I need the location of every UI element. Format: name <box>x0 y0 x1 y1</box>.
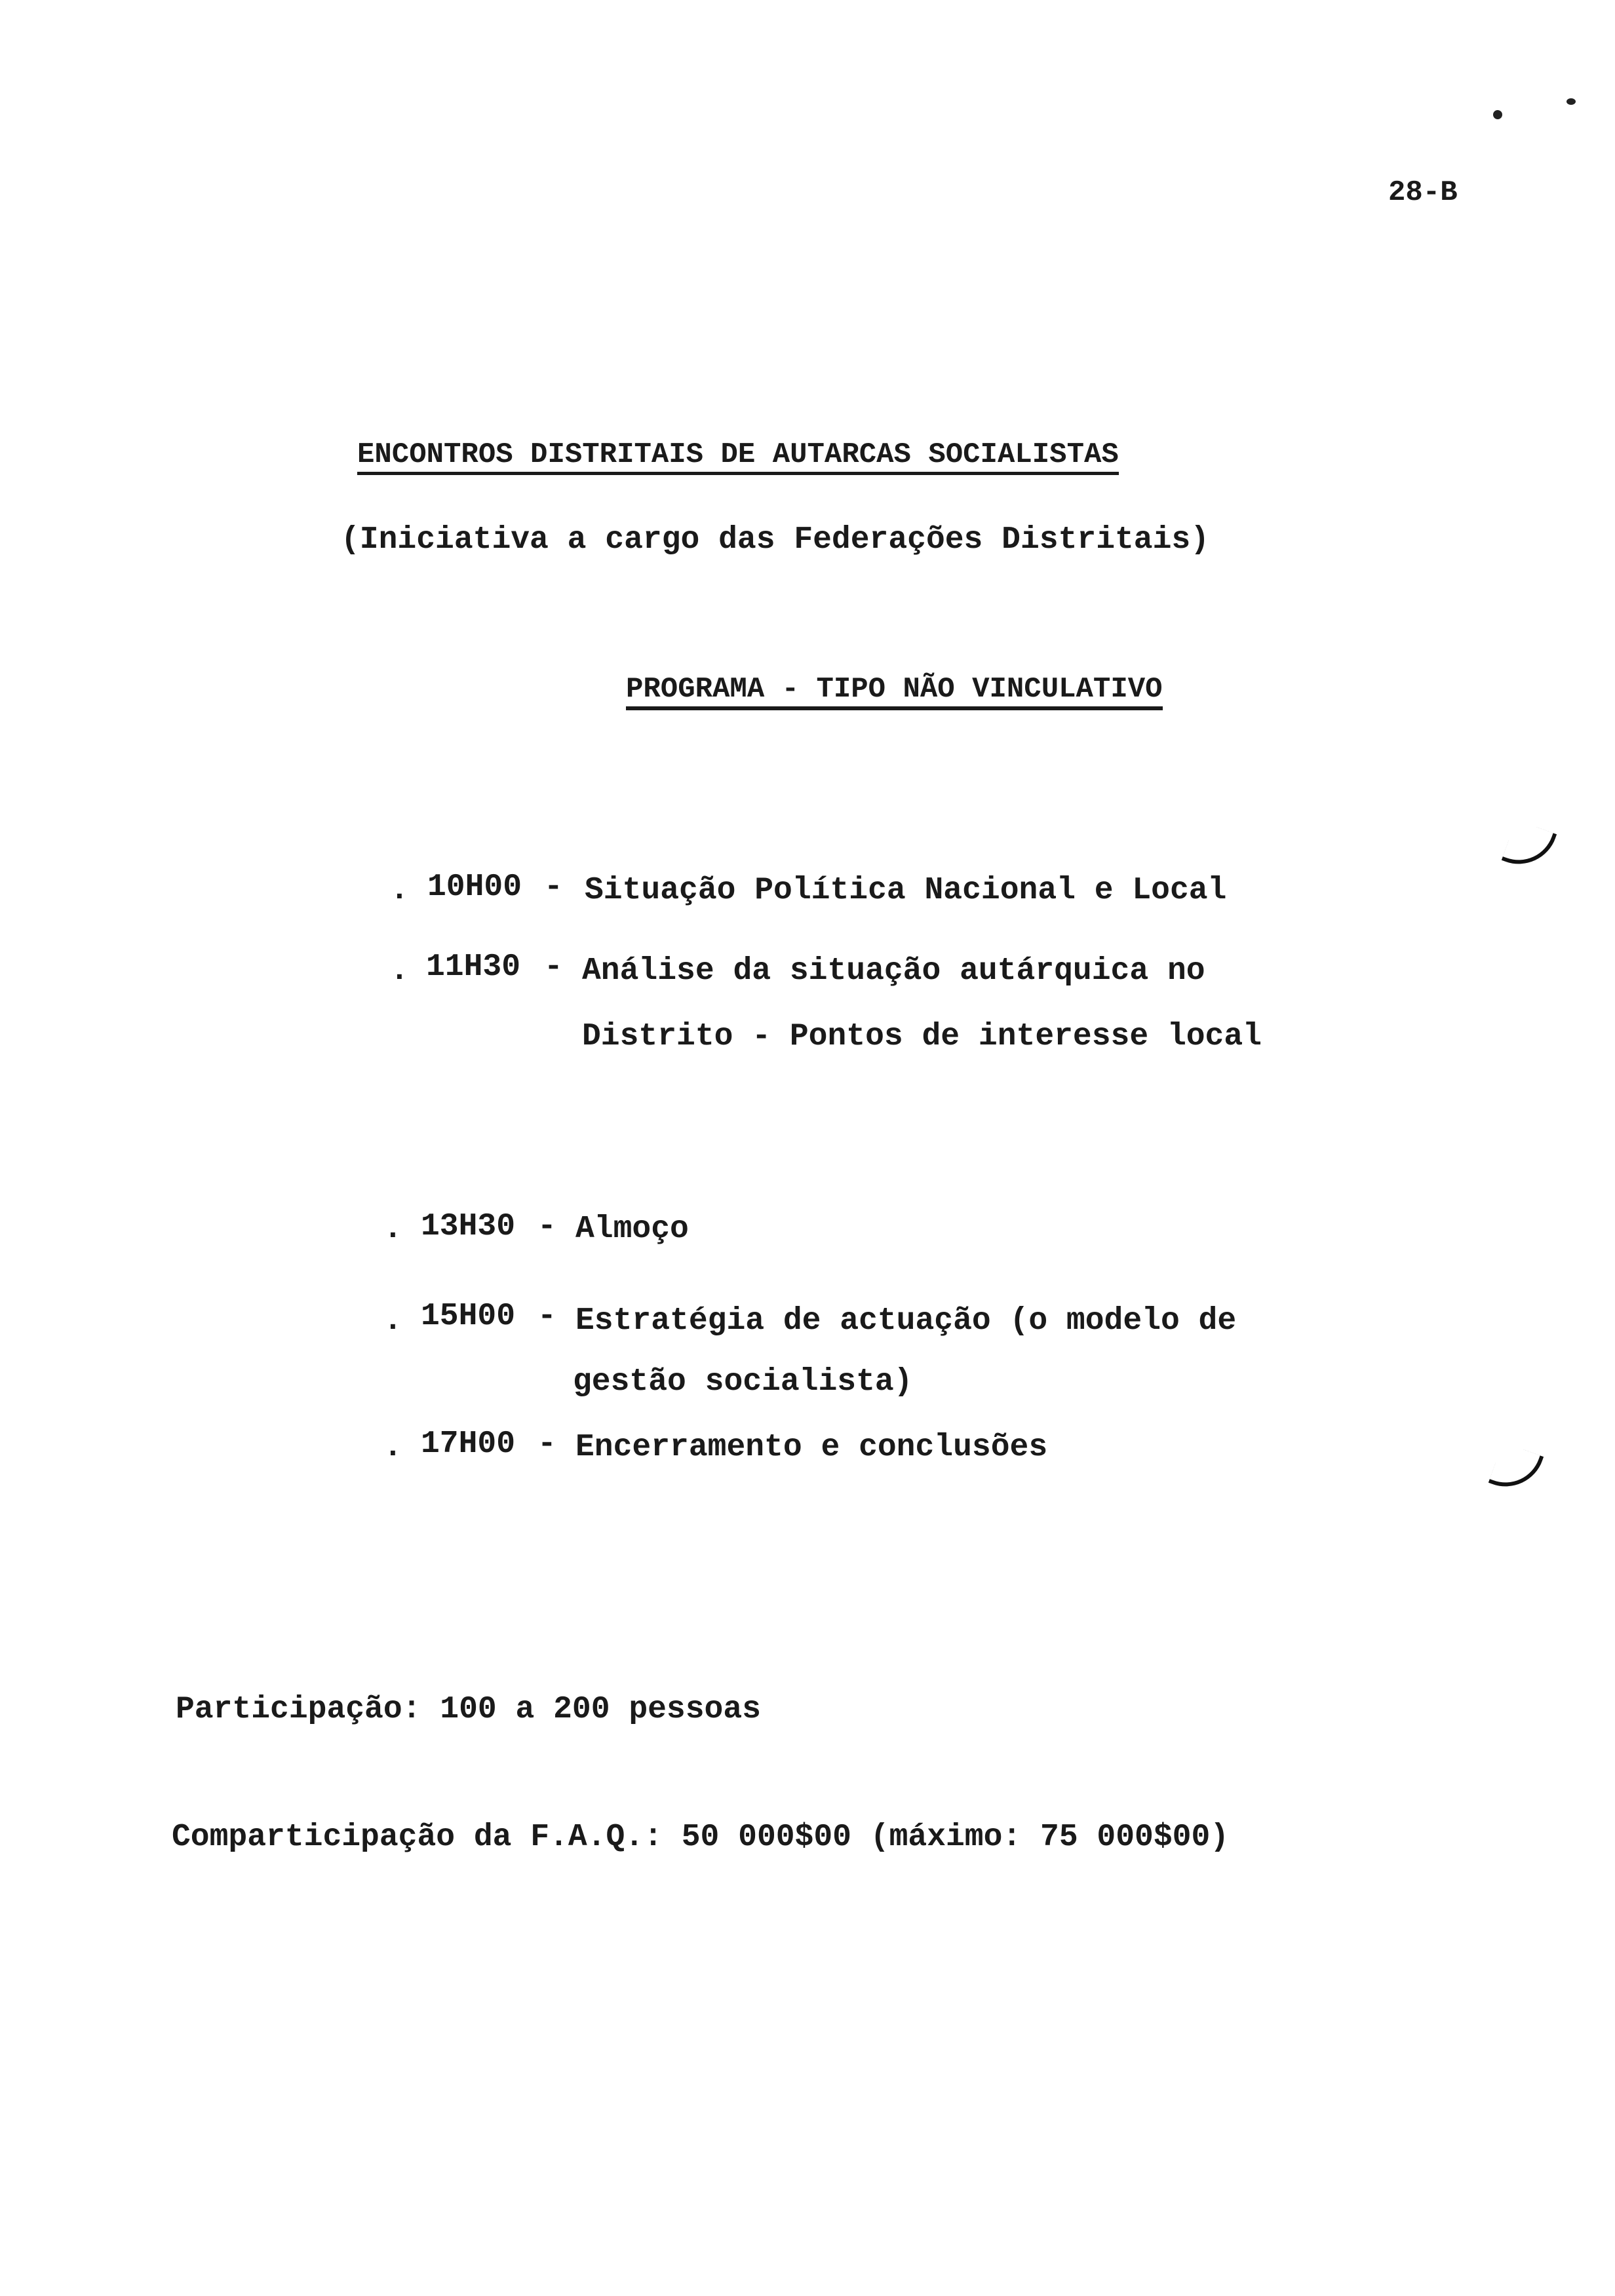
cofunding-text: Comparticipação da F.A.Q.: 50 000$00 (máximo: 75 000$00) <box>172 1820 1230 1855</box>
schedule-description-continued: gestão socialista) <box>573 1364 913 1400</box>
schedule-description: Estratégia de actuação (o modelo de <box>575 1303 1237 1339</box>
schedule-time: 11H30 <box>426 949 521 985</box>
schedule-description: Almoço <box>575 1212 689 1247</box>
schedule-time: 15H00 <box>421 1299 516 1334</box>
schedule-dash: - <box>537 1299 556 1334</box>
scan-speck <box>1493 110 1502 119</box>
schedule-time: 13H30 <box>421 1209 516 1244</box>
scan-speck <box>1566 98 1576 105</box>
program-title: PROGRAMA - TIPO NÃO VINCULATIVO <box>626 675 1163 710</box>
schedule-description: Análise da situação autárquica no <box>582 953 1205 989</box>
document-subtitle: (Iniciativa a cargo das Federações Distritais) <box>341 522 1210 558</box>
bullet: . <box>390 873 409 908</box>
schedule-dash: - <box>537 1426 556 1462</box>
scan-tick-mark <box>1502 820 1557 875</box>
bullet: . <box>383 1430 402 1465</box>
schedule-time: 17H00 <box>421 1426 516 1462</box>
page-number: 28-B <box>1388 176 1458 209</box>
schedule-dash: - <box>544 949 563 985</box>
bullet: . <box>390 953 409 989</box>
document-title: ENCONTROS DISTRITAIS DE AUTARCAS SOCIALISTAS <box>357 440 1119 475</box>
schedule-dash: - <box>544 870 563 905</box>
scan-tick-mark <box>1489 1442 1544 1498</box>
bullet: . <box>383 1212 402 1247</box>
participation-text: Participação: 100 a 200 pessoas <box>176 1692 761 1727</box>
schedule-time: 10H00 <box>427 870 522 905</box>
schedule-description: Situação Política Nacional e Local <box>585 873 1227 908</box>
schedule-description: Encerramento e conclusões <box>575 1430 1048 1465</box>
schedule-dash: - <box>537 1209 556 1244</box>
bullet: . <box>383 1303 402 1339</box>
schedule-description-continued: Distrito - Pontos de interesse local <box>582 1019 1262 1054</box>
